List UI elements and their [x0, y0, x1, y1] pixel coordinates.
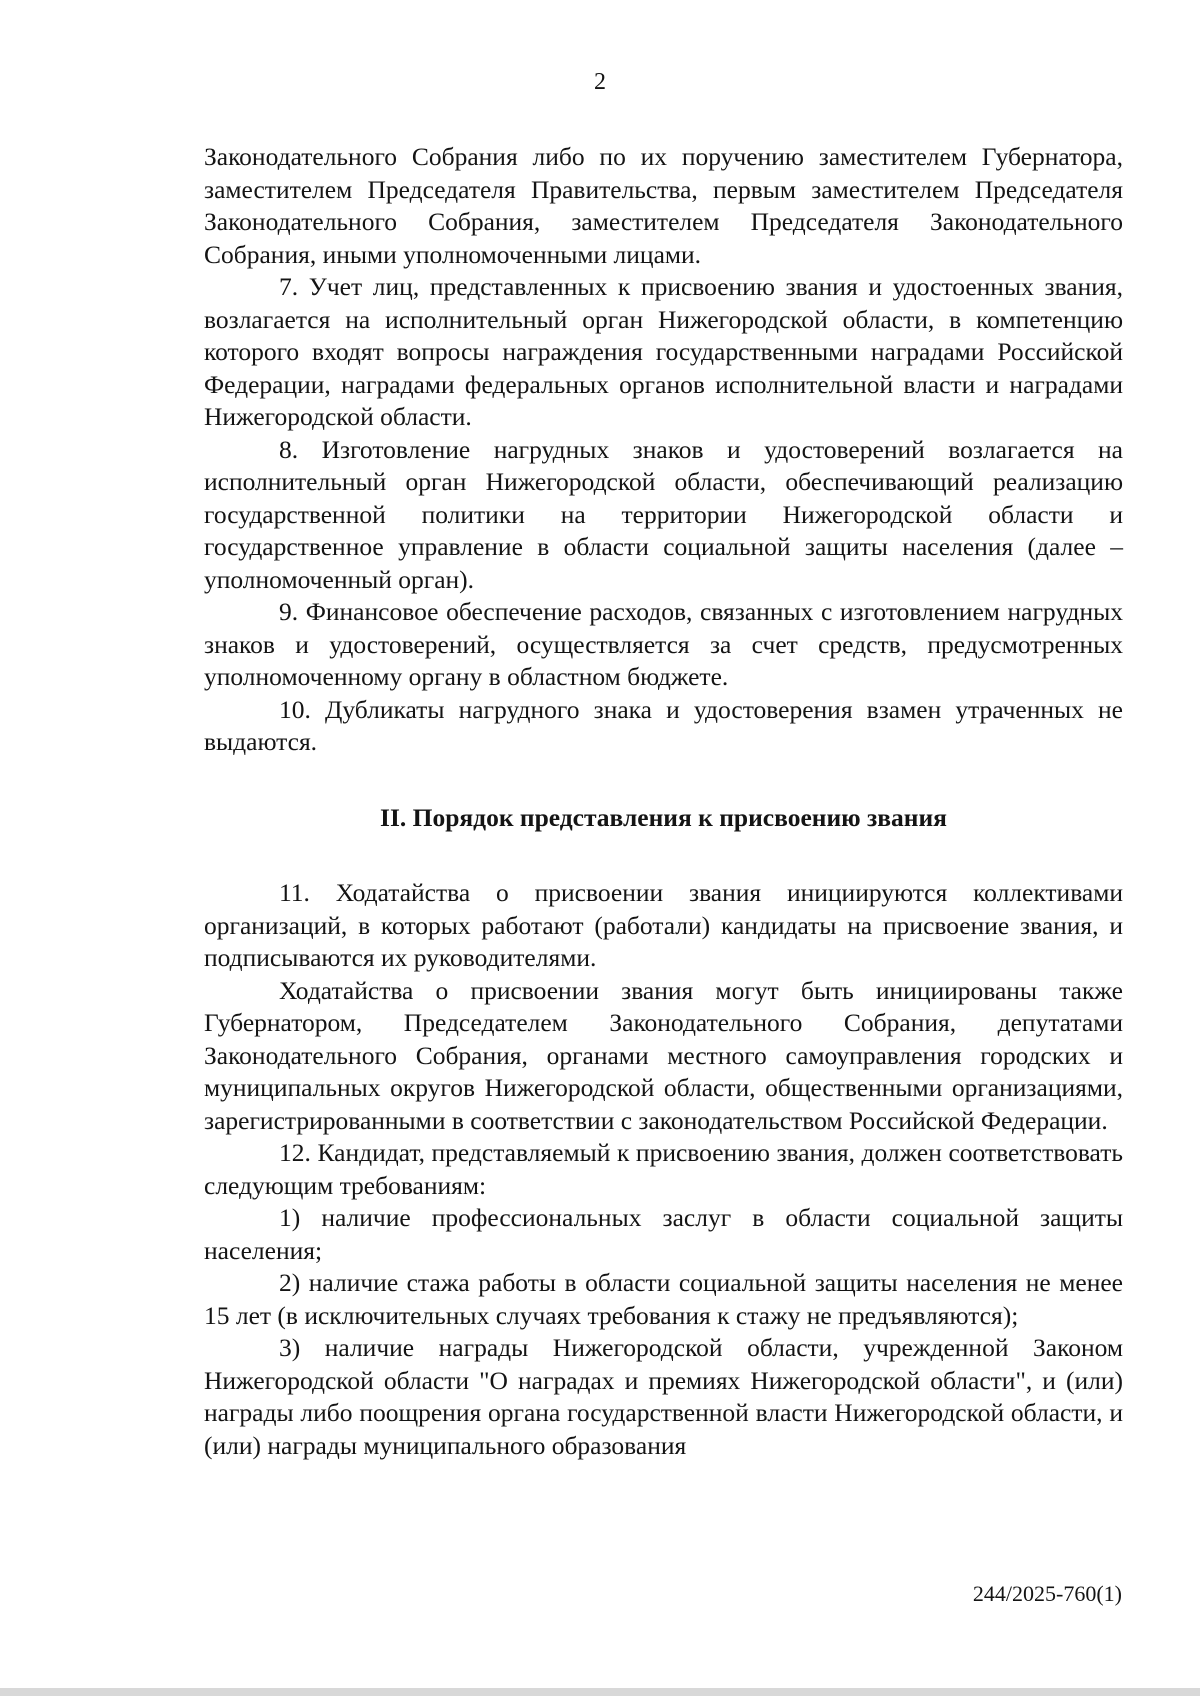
- paragraph-item-10: 10. Дубликаты нагрудного знака и удостоверения взамен утраченных не выдаются.: [204, 694, 1123, 756]
- paragraph: Законодательного Собрания либо по их поручению заместителем Губернатора, заместителем Председателя Правительства, первым заместителем Председателя Законодательного Собрания, заместителем Председателя Законодательного Собрания, иными уполномоченными лицами.: [204, 142, 1123, 269]
- paragraph-item-12: 12. Кандидат, представляемый к присвоению звания, должен соответствовать следующим требованиям:: [204, 1138, 1123, 1200]
- paragraph-item-8: 8. Изготовление нагрудных знаков и удостоверений возлагается на исполнительный орган Нижегородской области, обеспечивающий реализацию государственной политики на территории Нижегородской области и государственное управление в области социальной защиты населения (далее – уполномоченный орган).: [204, 434, 1123, 594]
- paragraph-item-7: 7. Учет лиц, представленных к присвоению звания и удостоенных звания, возлагается на исполнительный орган Нижегородской области, в компетенцию которого входят вопросы награждения государственными наградами Российской Федерации, наградами федеральных органов исполнительной власти и наградами Нижегородской области.: [204, 272, 1123, 431]
- paragraph-item-11: 11. Ходатайства о присвоении звания инициируются коллективами организаций, в которых работают (работали) кандидаты на присвоение звания, и подписываются их руководителями.: [204, 878, 1123, 972]
- document-code: 244/2025-760(1): [972, 1581, 1122, 1606]
- requirement-2: 2) наличие стажа работы в области социальной защиты населения не менее 15 лет (в исключительных случаях требования к стажу не предъявляются);: [204, 1268, 1123, 1330]
- section-heading: II. Порядок представления к присвоению звания: [380, 802, 947, 832]
- document-body: [204, 141, 1123, 1462]
- paragraph: Ходатайства о присвоении звания могут быть инициированы также Губернатором, Председателем Законодательного Собрания, депутатами Законодательного Собрания, органами местного самоуправления городских и муниципальных округов Нижегородской области, общественными организациями, зарегистрированными в соответствии с законодательством Российской Федерации.: [204, 975, 1123, 1135]
- requirement-1: 1) наличие профессиональных заслуг в области социальной защиты населения;: [204, 1203, 1123, 1265]
- paragraph-item-9: 9. Финансовое обеспечение расходов, связанных с изготовлением нагрудных знаков и удостоверений, осуществляется за счет средств, предусмотренных уполномоченному органу в областном бюджете.: [204, 597, 1123, 691]
- requirement-3: 3) наличие награды Нижегородской области, учрежденной Законом Нижегородской области "О наградах и премиях Нижегородской области", и (или) награды либо поощрения органа государственной власти Нижегородской области, и (или) награды муниципального образования: [204, 1333, 1123, 1460]
- page-number: 2: [594, 69, 606, 95]
- scan-bottom-edge: [0, 1688, 1200, 1696]
